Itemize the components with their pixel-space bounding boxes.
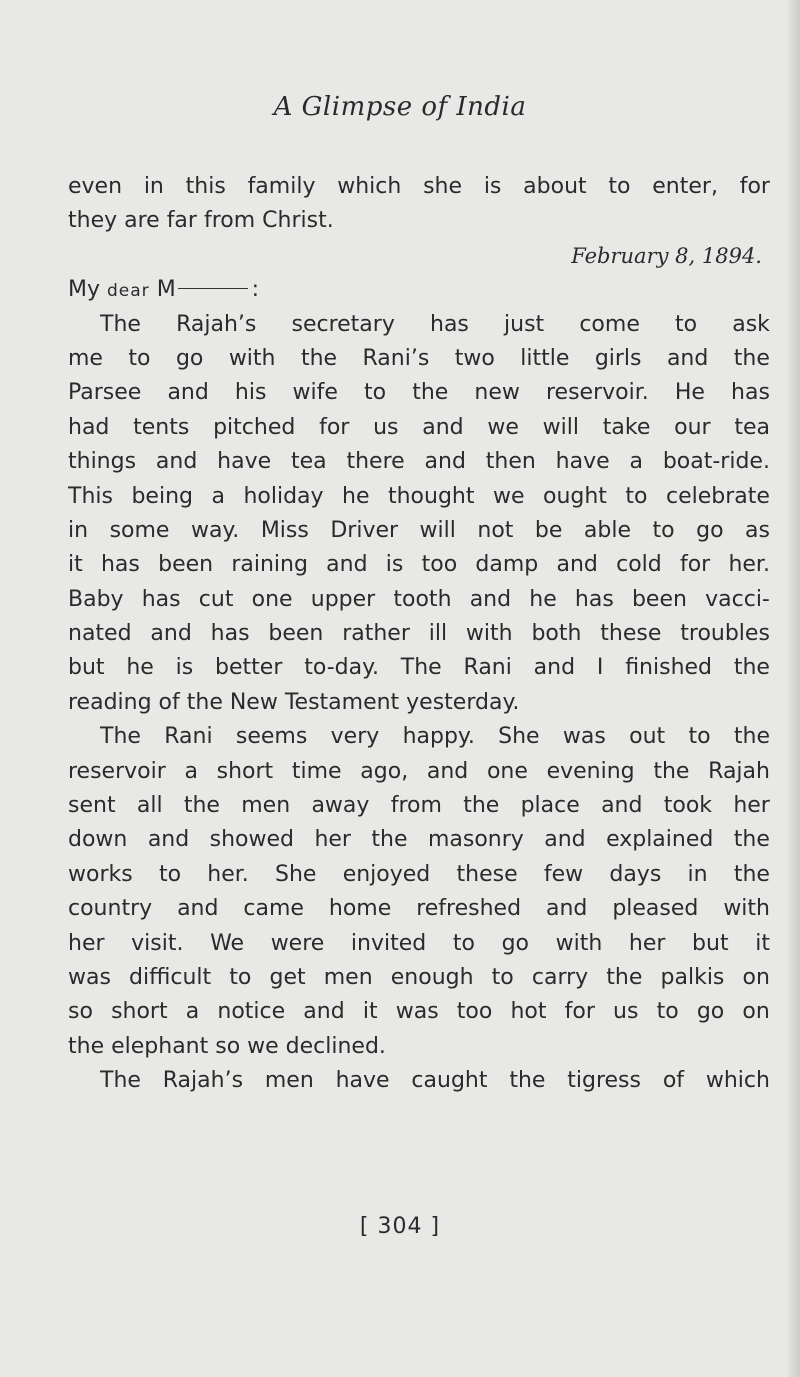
text-line: in some way. Miss Driver will not be able to go as <box>68 517 770 543</box>
text-line: Baby has cut one upper tooth and he has been vacci- <box>68 586 770 612</box>
running-head: A Glimpse of India <box>273 92 527 122</box>
text-line: me to go with the Rani’s two little girls and the <box>68 345 770 371</box>
text-line: they are far from Christ. <box>68 208 334 234</box>
text-line: nated and has been rather ill with both these troubles <box>68 621 770 647</box>
text-line: the elephant so we declined. <box>68 1033 386 1059</box>
paragraph-2 <box>68 720 770 1064</box>
salutation <box>68 273 770 307</box>
page-binding-edge <box>786 0 800 1377</box>
salutation-colon: : <box>251 277 260 303</box>
text-line: The Rajah’s secretary has just come to ask <box>100 311 770 337</box>
text-line: works to her. She enjoyed these few days in the <box>68 861 770 887</box>
text-line: had tents pitched for us and we will take our tea <box>68 414 770 440</box>
text-line: reading of the New Testament yesterday. <box>68 689 520 715</box>
body-text <box>68 170 770 1099</box>
page-number: [ 304 ] <box>359 1214 441 1239</box>
opening-lines <box>68 170 770 239</box>
text-line: This being a holiday he thought we ought to celebrate <box>68 483 770 509</box>
text-line: but he is better to-day. The Rani and I finished the <box>68 655 770 681</box>
text-line: her visit. We were invited to go with her but it <box>68 930 770 956</box>
text-line: was difficult to get men enough to carry the palkis on <box>68 964 770 990</box>
text-line: things and have tea there and then have a boat-ride. <box>68 449 770 475</box>
text-line: country and came home refreshed and pleased with <box>68 896 770 922</box>
salutation-small-caps: dear <box>107 281 150 302</box>
text-line: sent all the men away from the place and took her <box>68 793 770 819</box>
text-line: so short a notice and it was too hot for us to go on <box>68 999 770 1025</box>
paragraph-1 <box>68 308 770 721</box>
text-line: The Rani seems very happy. She was out to the <box>100 724 770 750</box>
salutation-name: M <box>156 277 176 303</box>
text-line: it has been raining and is too damp and cold for her. <box>68 552 770 578</box>
dateline: February 8, 1894. <box>571 243 762 268</box>
salutation-dash <box>178 288 248 289</box>
text-line: even in this family which she is about to enter, for <box>68 174 770 199</box>
text-line: Parsee and his wife to the new reservoir. He has <box>68 380 770 406</box>
text-line: down and showed her the masonry and explained the <box>68 827 770 853</box>
text-line: reservoir a short time ago, and one evening the Rajah <box>68 758 770 784</box>
text-line: The Rajah’s men have caught the tigress of which <box>100 1068 770 1094</box>
salutation-prefix: My <box>68 277 101 303</box>
paragraph-3 <box>68 1064 770 1098</box>
